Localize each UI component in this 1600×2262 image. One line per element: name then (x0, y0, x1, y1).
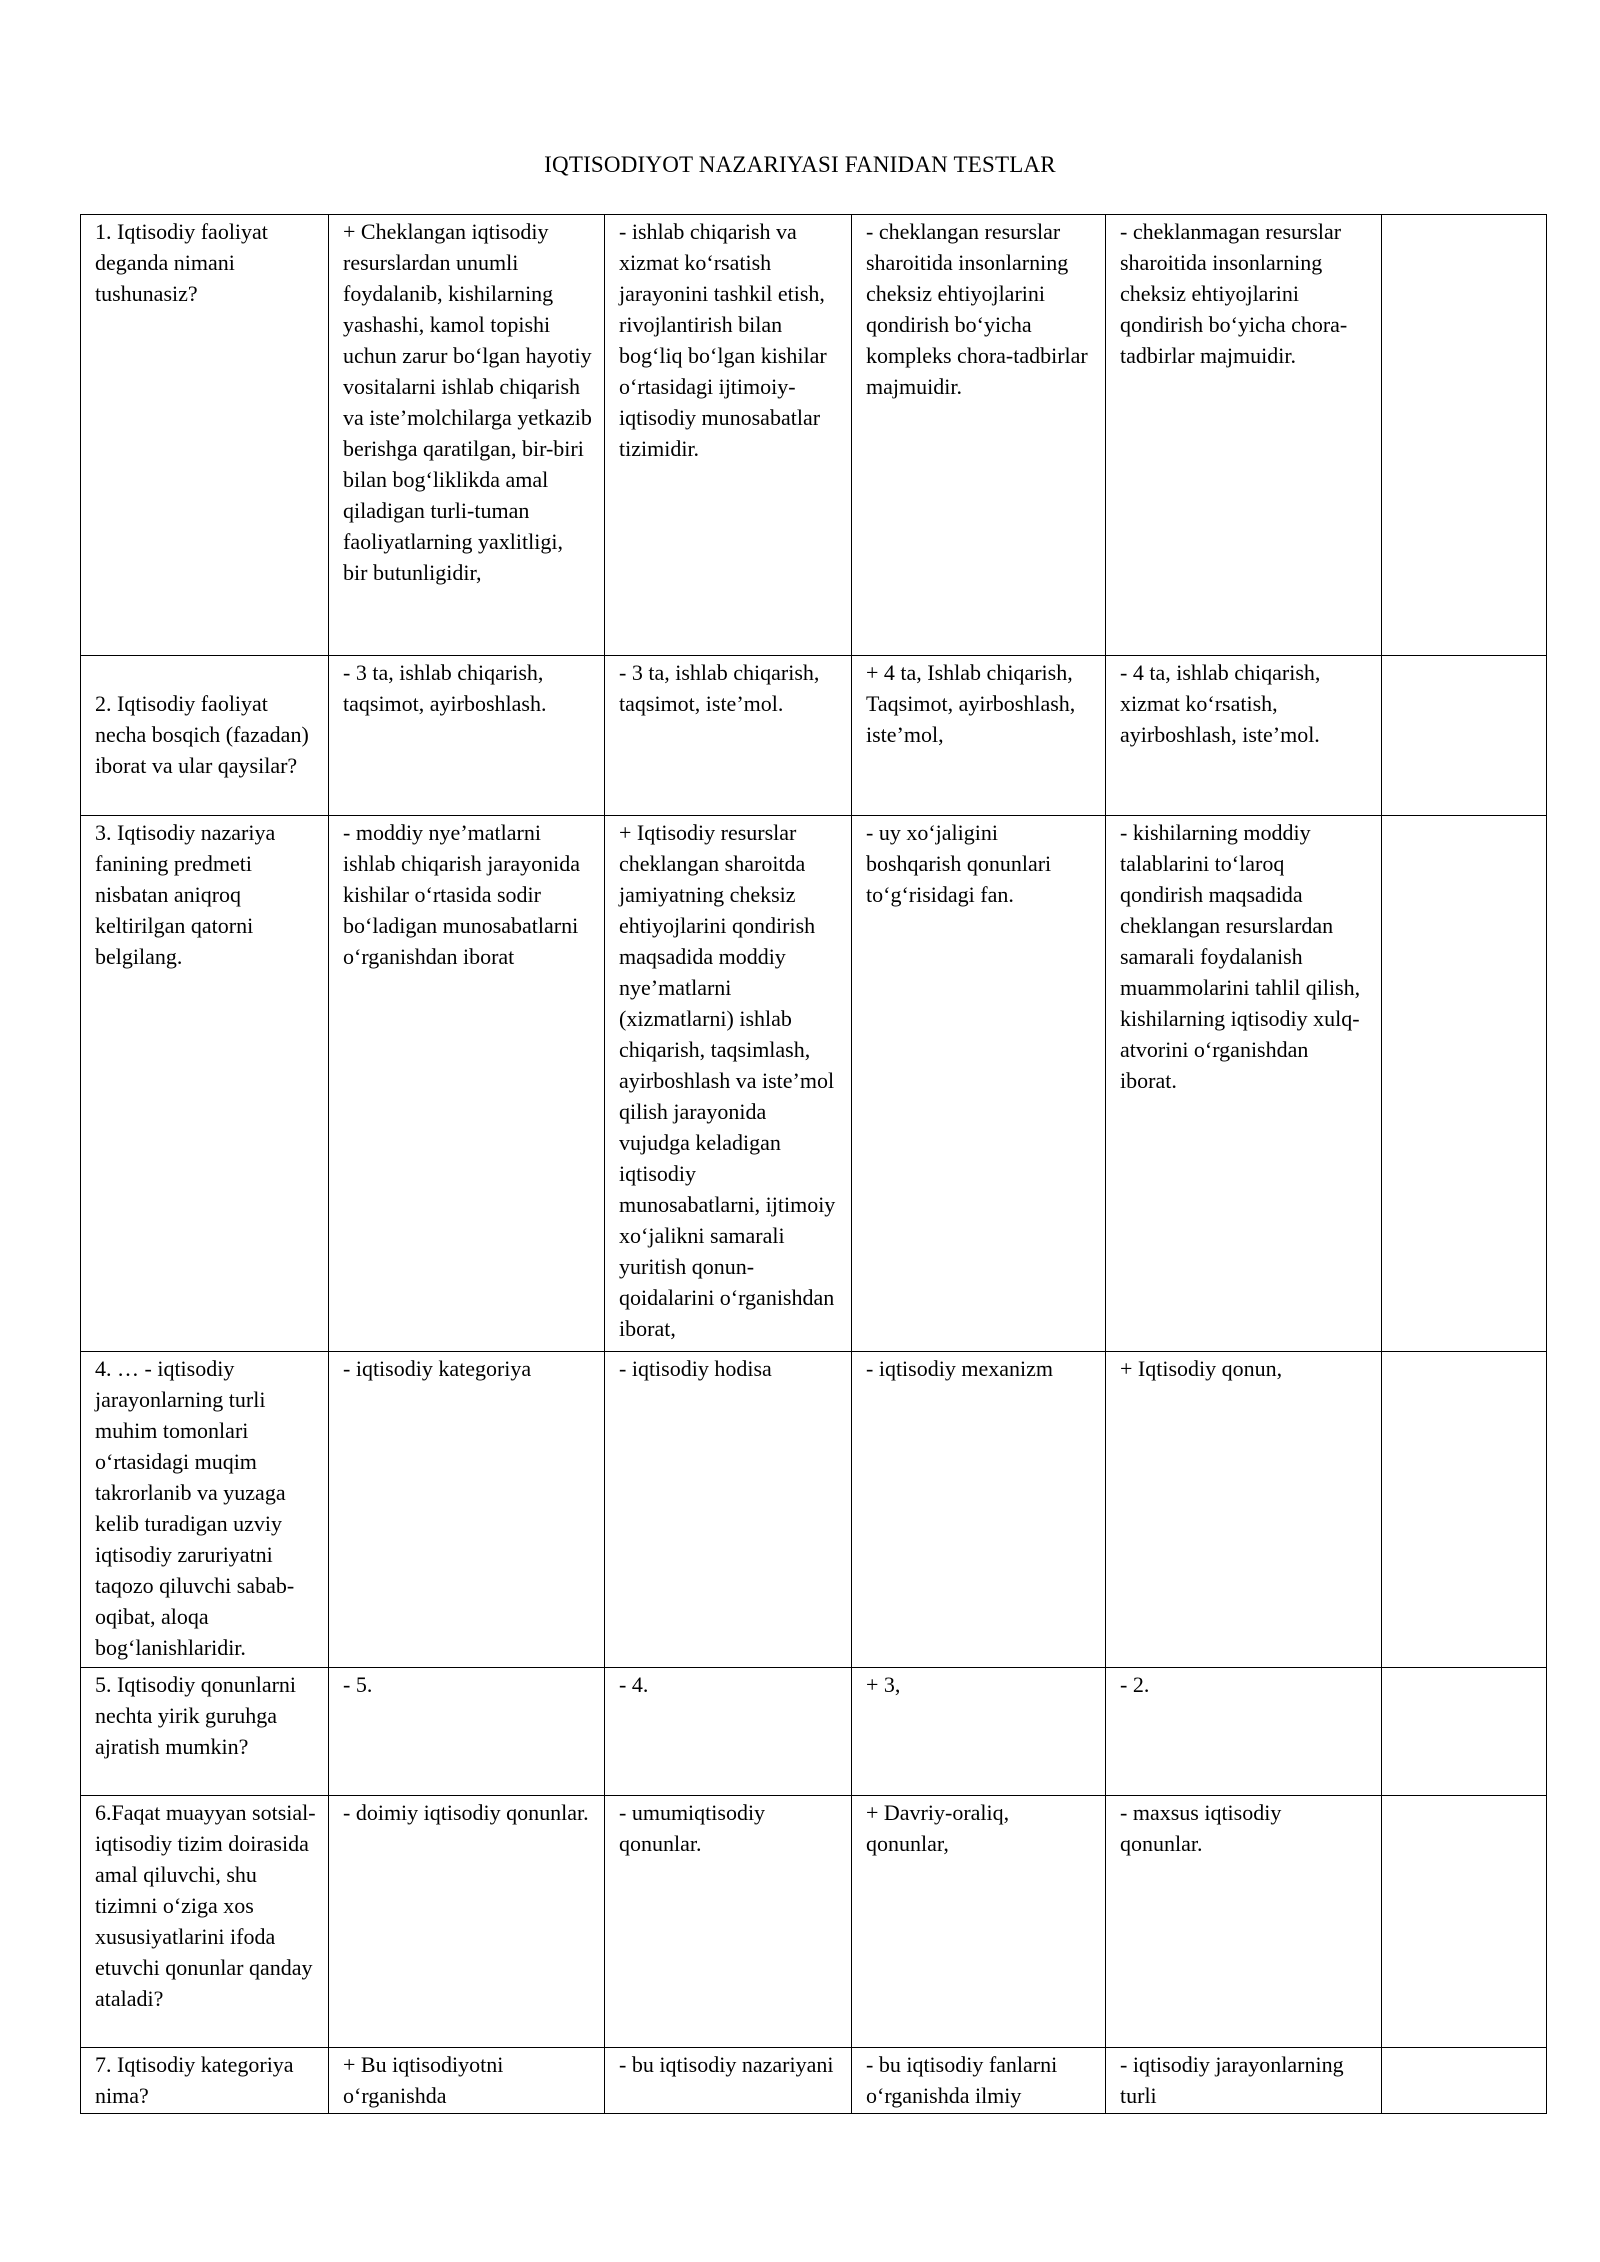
option-cell: + Bu iqtisodiyotni o‘rganishda (329, 2048, 605, 2114)
option-cell: - kishilarning moddiy talablarini to‘laroq qondirish maqsadida cheklangan resurslardan samarali foydalanish muammolarini tahlil qilish, kishilarning iqtisodiy xulq-atvorini o‘rganishdan iborat. (1106, 816, 1382, 1352)
option-cell: - cheklangan resurslar sharoitida insonlarning cheksiz ehtiyojlarini qondirish bo‘yicha kompleks chora-tadbirlar majmuidir. (852, 215, 1106, 656)
page-title: IQTISODIYOT NAZARIYASI FANIDAN TESTLAR (544, 152, 1056, 177)
question-cell: 3. Iqtisodiy nazariya fanining predmeti nisbatan aniqroq keltirilgan qatorni belgilang. (81, 816, 329, 1352)
option-cell: - maxsus iqtisodiy qonunlar. (1106, 1796, 1382, 2048)
question-cell: 1. Iqtisodiy faoliyat deganda nimani tushunasiz? (81, 215, 329, 656)
option-cell: + Iqtisodiy qonun, (1106, 1352, 1382, 1668)
empty-cell (1382, 1668, 1547, 1796)
question-cell: 7. Iqtisodiy kategoriya nima? (81, 2048, 329, 2114)
table-row (81, 215, 1547, 656)
table-row (81, 816, 1547, 1352)
option-cell: - iqtisodiy jarayonlarning turli (1106, 2048, 1382, 2114)
option-cell: - uy xo‘jaligini boshqarish qonunlari to‘g‘risidagi fan. (852, 816, 1106, 1352)
option-cell: - 5. (329, 1668, 605, 1796)
table-row (81, 656, 1547, 816)
table-row (81, 2048, 1547, 2114)
option-cell: - ishlab chiqarish va xizmat ko‘rsatish jarayonini tashkil etish, rivojlantirish bilan bog‘liq bo‘lgan kishilar o‘rtasidagi ijtimoiy-iqtisodiy munosabatlar tizimidir. (605, 215, 852, 656)
option-cell: + Davriy-oraliq, qonunlar, (852, 1796, 1106, 2048)
option-cell: - iqtisodiy hodisa (605, 1352, 852, 1668)
table-row (81, 1668, 1547, 1796)
option-cell: - umumiqtisodiy qonunlar. (605, 1796, 852, 2048)
option-cell: - doimiy iqtisodiy qonunlar. (329, 1796, 605, 2048)
option-cell: - 4. (605, 1668, 852, 1796)
option-cell: + 4 ta, Ishlab chiqarish, Taqsimot, ayirboshlash, iste’mol, (852, 656, 1106, 816)
question-cell: 5. Iqtisodiy qonunlarni nechta yirik guruhga ajratish mumkin? (81, 1668, 329, 1796)
option-cell: - iqtisodiy mexanizm (852, 1352, 1106, 1668)
empty-cell (1382, 2048, 1547, 2114)
table-row (81, 1796, 1547, 2048)
empty-cell (1382, 1352, 1547, 1668)
option-cell: - 3 ta, ishlab chiqarish, taqsimot, iste’mol. (605, 656, 852, 816)
option-cell: - 3 ta, ishlab chiqarish, taqsimot, ayirboshlash. (329, 656, 605, 816)
test-table (80, 214, 1547, 2114)
question-text: 2. Iqtisodiy faoliyat necha bosqich (fazadan) iborat va ular qaysilar? (95, 691, 309, 778)
question-cell (81, 656, 329, 816)
table-row (81, 1352, 1547, 1668)
question-cell: 6.Faqat muayyan sotsial-iqtisodiy tizim doirasida amal qiluvchi, shu tizimni o‘ziga xos xususiyatlarini ifoda etuvchi qonunlar qanday ataladi? (81, 1796, 329, 2048)
option-cell: - 4 ta, ishlab chiqarish, xizmat ko‘rsatish, ayirboshlash, iste’mol. (1106, 656, 1382, 816)
option-cell: + Iqtisodiy resurslar cheklangan sharoitda jamiyatning cheksiz ehtiyojlarini qondirish maqsadida moddiy nye’matlarni (xizmatlarni) ishlab chiqarish, taqsimlash, ayirboshlash va iste’mol qilish jarayonida vujudga keladigan iqtisodiy munosabatlarni, ijtimoiy xo‘jalikni samarali yuritish qonun-qoidalarini o‘rganishdan iborat, (605, 816, 852, 1352)
question-cell: 4. … - iqtisodiy jarayonlarning turli muhim tomonlari o‘rtasidagi muqim takrorlanib va yuzaga kelib turadigan uzviy iqtisodiy zaruriyatni taqozo qiluvchi sabab-oqibat, aloqa bog‘lanishlaridir. (81, 1352, 329, 1668)
option-cell: - iqtisodiy kategoriya (329, 1352, 605, 1668)
empty-cell (1382, 816, 1547, 1352)
option-cell: - moddiy nye’matlarni ishlab chiqarish jarayonida kishilar o‘rtasida sodir bo‘ladigan munosabatlarni o‘rganishdan iborat (329, 816, 605, 1352)
option-cell: - bu iqtisodiy nazariyani (605, 2048, 852, 2114)
empty-cell (1382, 215, 1547, 656)
option-cell: + 3, (852, 1668, 1106, 1796)
option-cell: + Cheklangan iqtisodiy resurslardan unumli foydalanib, kishilarning yashashi, kamol topishi uchun zarur bo‘lgan hayotiy vositalarni ishlab chiqarish va iste’molchilarga yetkazib berishga qaratilgan, bir-biri bilan bog‘liklikda amal qiladigan turli-tuman faoliyatlarning yaxlitligi, bir butunligidir, (329, 215, 605, 656)
empty-cell (1382, 656, 1547, 816)
option-cell: - cheklanmagan resurslar sharoitida insonlarning cheksiz ehtiyojlarini qondirish bo‘yicha chora-tadbirlar majmuidir. (1106, 215, 1382, 656)
empty-cell (1382, 1796, 1547, 2048)
option-cell: - 2. (1106, 1668, 1382, 1796)
option-cell: - bu iqtisodiy fanlarni o‘rganishda ilmiy (852, 2048, 1106, 2114)
